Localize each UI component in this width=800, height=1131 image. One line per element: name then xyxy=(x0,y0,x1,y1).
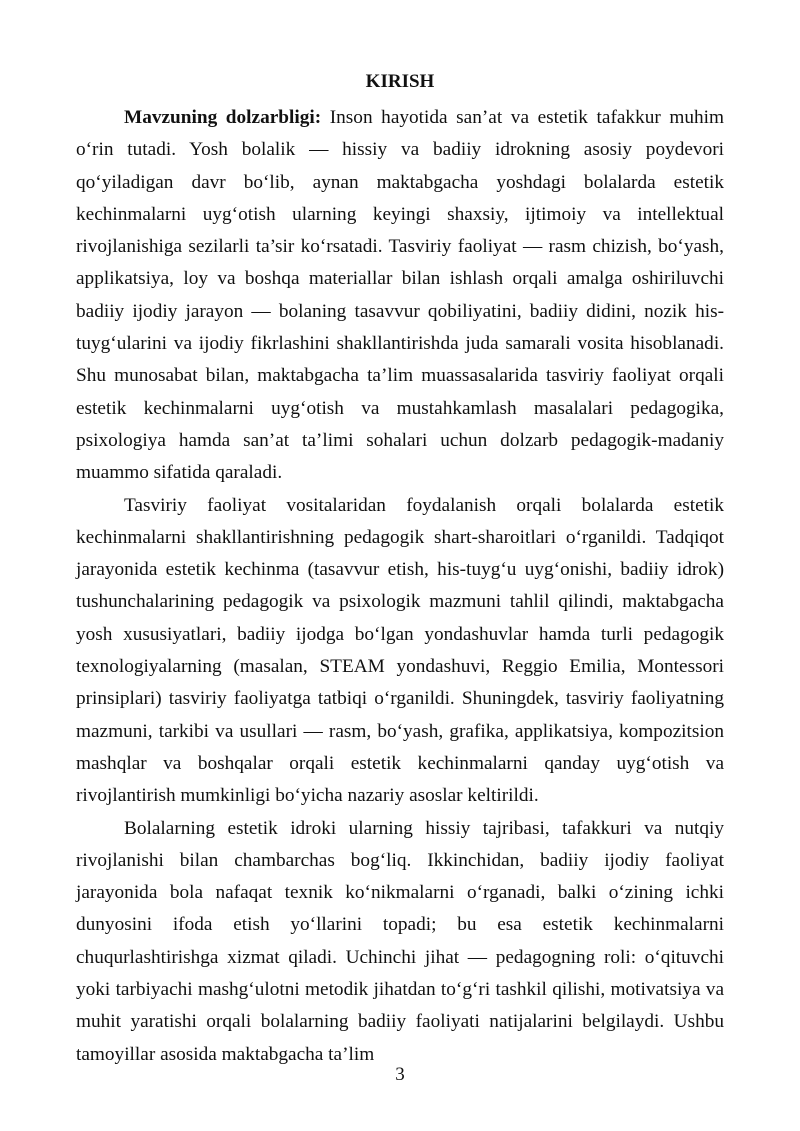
page-number: 3 xyxy=(395,1064,405,1085)
paragraph-conditions: Tasviriy faoliyat vositalaridan foydalanish orqali bolalarda estetik kechinmalarni shakllantirishning pedagogik shart-sharoitlari o‘rganildi. Tadqiqot jarayonida estetik kechinma (tasavvur etish, his-tuyg‘u uyg‘onishi, badiiy idrok) tushunchalarining pedagogik va psixologik mazmuni tahlil qilindi, maktabgacha yosh xususiyatlari, badiiy ijodga bo‘lgan yondashuvlar hamda turli pedagogik texnologiyalarning (masalan, STEAM yondashuvi, Reggio Emilia, Montessori prinsiplari) tasviriy faoliyatga tatbiqi o‘rganildi. Shuningdek, tasviriy faoliyatning mazmuni, tarkibi va usullari — rasm, bo‘yash, grafika, applikatsiya, kompozitsion mashqlar va boshqalar orqali estetik kechinmalarni qanday uyg‘otish va rivojlantirish mumkinligi bo‘yicha nazariy asoslar keltirildi. xyxy=(76,494,724,807)
paragraph-relevance xyxy=(76,102,724,490)
paragraph-perception: Bolalarning estetik idroki ularning hissiy tajribasi, tafakkuri va nutqiy rivojlanishi bilan chambarchas bog‘liq. Ikkinchidan, badiiy ijodiy faoliyat jarayonida bola nafaqat texnik ko‘nikmalarni o‘rganadi, balki o‘zining ichki dunyosini ifoda etish yo‘llarini topadi; bu esa estetik kechinmalarni chuqurlashtirishga xizmat qiladi. Uchinchi jihat — pedagogning roli: o‘qituvchi yoki tarbiyachi mashg‘ulotni metodik jihatdan to‘g‘ri tashkil qilishi, motivatsiya va muhit yaratishi orqali bolalarning badiiy faoliyati natijalarini belgilaydi. Ushbu tamoyillar asosida maktabgacha ta’lim xyxy=(76,817,724,1065)
section-heading: KIRISH xyxy=(365,71,435,92)
paragraph-text: Inson hayotida san’at va estetik tafakkur muhim o‘rin tutadi. Yosh bolalik — hissiy va badiiy idrokning asosiy poydevori qo‘yiladigan davr bo‘lib, aynan maktabgacha yoshdagi bolalarda estetik kechinmalarni uyg‘otish ularning keyingi shaxsiy, ijtimoiy va intellektual rivojlanishiga sezilarli ta’sir ko‘rsatadi. Tasviriy faoliyat — rasm chizish, bo‘yash, applikatsiya, loy va boshqa materiallar bilan ishlash orqali amalga oshiriluvchi badiiy ijodiy jarayon — bolaning tasavvur qobiliyatini, badiiy didini, nozik his-tuyg‘ularini va ijodiy fikrlashini shakllantirishda juda samarali vosita hisoblanadi. Shu munosabat bilan, maktabgacha ta’lim muassasalarida tasviriy faoliyat orqali estetik kechinmalarni uyg‘otish va mustahkamlash masalalari pedagogika, psixologiya hamda san’at ta’limi sohalari uchun dolzarb pedagogik-madaniy muammo sifatida qaraladi. xyxy=(76,107,724,484)
body-text xyxy=(76,102,724,1071)
paragraph-lead: Mavzuning dolzarbligi: xyxy=(124,107,322,128)
document-page xyxy=(76,0,724,1131)
